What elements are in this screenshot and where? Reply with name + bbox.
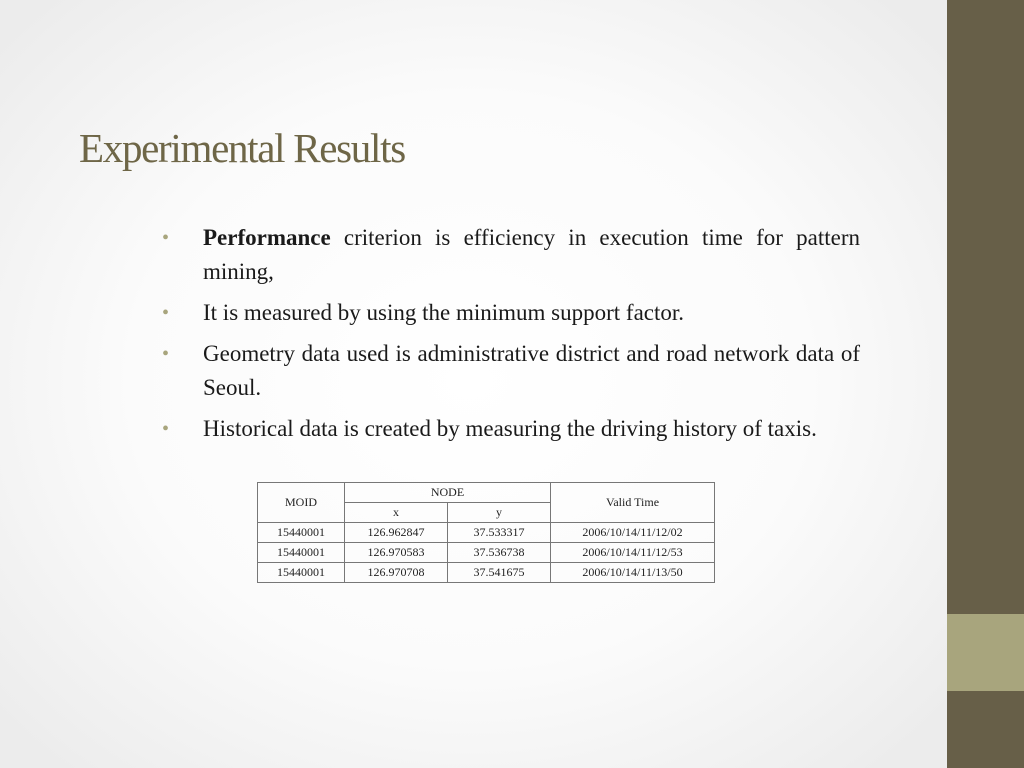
bullet-text: Historical data is created by measuring the driving history of taxis. <box>203 416 817 441</box>
cell-x: 126.962847 <box>345 523 448 543</box>
header-valid-time: Valid Time <box>551 483 715 523</box>
side-accent-block <box>947 614 1024 691</box>
bullet-text: criterion is efficiency in execution time for pattern mining, <box>203 225 860 284</box>
header-y: y <box>448 503 551 523</box>
bullet-item <box>162 337 860 405</box>
header-x: x <box>345 503 448 523</box>
bullet-icon: • <box>162 227 170 249</box>
bullet-text: Geometry data used is administrative district and road network data of Seoul. <box>203 341 860 400</box>
header-moid: MOID <box>258 483 345 523</box>
cell-x: 126.970583 <box>345 543 448 563</box>
table-row <box>258 523 715 543</box>
bullet-icon: • <box>162 343 170 365</box>
bullet-text: It is measured by using the minimum support factor. <box>203 300 685 325</box>
cell-moid: 15440001 <box>258 543 345 563</box>
cell-y: 37.541675 <box>448 563 551 583</box>
bullet-item <box>162 221 860 289</box>
bullet-bold-text: Performance <box>203 225 331 250</box>
table-row <box>258 563 715 583</box>
cell-y: 37.536738 <box>448 543 551 563</box>
side-decoration-bar <box>947 0 1024 768</box>
bullet-icon: • <box>162 418 170 440</box>
cell-moid: 15440001 <box>258 563 345 583</box>
bullet-item <box>162 412 860 446</box>
slide-title: Experimental Results <box>79 125 405 171</box>
bullet-item <box>162 296 860 330</box>
header-node: NODE <box>345 483 551 503</box>
cell-valid-time: 2006/10/14/11/12/02 <box>551 523 715 543</box>
cell-valid-time: 2006/10/14/11/12/53 <box>551 543 715 563</box>
taxi-data-table-container <box>257 482 714 586</box>
bullet-icon: • <box>162 302 170 324</box>
cell-moid: 15440001 <box>258 523 345 543</box>
bullet-list <box>162 221 860 453</box>
taxi-data-table <box>257 482 715 583</box>
cell-x: 126.970708 <box>345 563 448 583</box>
cell-valid-time: 2006/10/14/11/13/50 <box>551 563 715 583</box>
cell-y: 37.533317 <box>448 523 551 543</box>
table-row <box>258 543 715 563</box>
